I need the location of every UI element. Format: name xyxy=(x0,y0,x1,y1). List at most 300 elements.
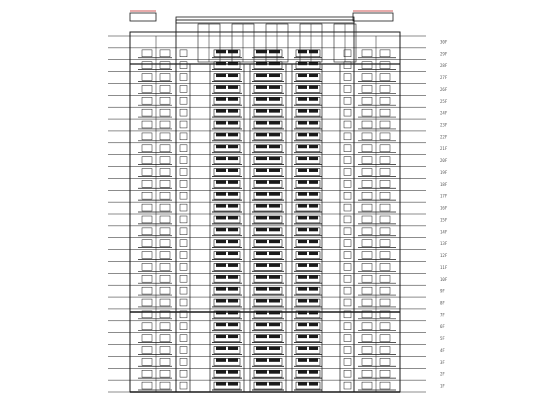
window-pane xyxy=(298,180,307,183)
window-pane xyxy=(309,169,318,172)
side-window xyxy=(180,109,187,116)
side-window xyxy=(180,370,187,377)
right-wing-window xyxy=(362,370,372,377)
window-pane xyxy=(309,358,318,361)
right-wing-window xyxy=(362,74,372,81)
left-wing-window xyxy=(160,335,170,342)
right-wing-window xyxy=(380,370,390,377)
window-pane xyxy=(309,252,318,255)
right-wing-window xyxy=(380,299,390,306)
window-pane xyxy=(256,157,267,160)
left-wing-window xyxy=(160,216,170,223)
window-pane xyxy=(256,287,267,290)
right-wing-window xyxy=(362,228,372,235)
side-window xyxy=(344,275,351,282)
right-wing-window xyxy=(380,85,390,92)
window-pane xyxy=(216,97,226,100)
right-wing-window xyxy=(380,204,390,211)
window-pane xyxy=(309,287,318,290)
left-wing-window xyxy=(142,109,152,116)
floor-level-label: 13F xyxy=(440,241,448,247)
window-pane xyxy=(269,145,280,148)
window-pane xyxy=(309,323,318,326)
window-pane xyxy=(216,358,226,361)
left-wing-window xyxy=(160,74,170,81)
right-parapet xyxy=(353,13,393,21)
window-pane xyxy=(228,121,238,124)
left-wing-window xyxy=(160,169,170,176)
window-pane xyxy=(298,287,307,290)
window-pane xyxy=(256,97,267,100)
side-window xyxy=(180,133,187,140)
right-wing-window xyxy=(362,50,372,57)
floor-level-label: 2F xyxy=(440,371,445,377)
floor-level-label: 25F xyxy=(440,98,448,104)
window-pane xyxy=(298,85,307,88)
left-wing-window xyxy=(142,370,152,377)
left-wing-window xyxy=(142,97,152,104)
left-wing-window xyxy=(142,382,152,389)
window-pane xyxy=(216,287,226,290)
window-pane xyxy=(269,228,280,231)
window-pane xyxy=(216,121,226,124)
window-pane xyxy=(309,121,318,124)
side-window xyxy=(180,50,187,57)
window-pane xyxy=(298,228,307,231)
left-wing-window xyxy=(142,252,152,259)
window-pane xyxy=(269,240,280,243)
window-pane xyxy=(269,252,280,255)
left-wing-window xyxy=(160,121,170,128)
right-wing-window xyxy=(380,275,390,282)
window-pane xyxy=(228,216,238,219)
window-pane xyxy=(216,192,226,195)
floor-level-label: 4F xyxy=(440,347,445,353)
window-pane xyxy=(269,133,280,136)
window-pane xyxy=(269,216,280,219)
right-wing-window xyxy=(362,192,372,199)
left-wing-window xyxy=(142,133,152,140)
right-wing-window xyxy=(362,85,372,92)
window-pane xyxy=(256,347,267,350)
window-pane xyxy=(256,382,267,385)
side-window xyxy=(344,382,351,389)
window-pane xyxy=(216,252,226,255)
left-wing-window xyxy=(142,240,152,247)
side-window xyxy=(344,62,351,69)
floor-level-label: 19F xyxy=(440,169,448,175)
floor-level-label: 8F xyxy=(440,300,445,306)
window-pane xyxy=(228,382,238,385)
right-wing-window xyxy=(362,347,372,354)
window-pane xyxy=(256,299,267,302)
right-wing-window xyxy=(380,263,390,270)
window-pane xyxy=(298,240,307,243)
window-pane xyxy=(216,157,226,160)
floor-level-lines xyxy=(108,36,426,392)
window-pane xyxy=(256,192,267,195)
right-wing-window xyxy=(362,169,372,176)
window-pane xyxy=(216,323,226,326)
right-wing-window xyxy=(362,133,372,140)
window-pane xyxy=(228,287,238,290)
floor-level-label: 24F xyxy=(440,110,448,116)
window-pane xyxy=(269,370,280,373)
window-pane xyxy=(298,216,307,219)
window-pane xyxy=(269,85,280,88)
window-pane xyxy=(309,157,318,160)
right-wing-window xyxy=(380,335,390,342)
left-wing-window xyxy=(142,62,152,69)
side-window xyxy=(180,216,187,223)
left-wing-window xyxy=(142,216,152,223)
side-window xyxy=(180,74,187,81)
window-pane xyxy=(228,97,238,100)
right-wing-window xyxy=(380,382,390,389)
window-pane xyxy=(298,335,307,338)
window-pane xyxy=(228,133,238,136)
side-window xyxy=(180,121,187,128)
left-wing-window xyxy=(142,347,152,354)
window-pane xyxy=(228,311,238,314)
window-pane xyxy=(228,62,238,65)
right-wing-window xyxy=(362,287,372,294)
side-window xyxy=(344,252,351,259)
window-pane xyxy=(309,74,318,77)
side-window xyxy=(344,97,351,104)
window-pane xyxy=(228,180,238,183)
window-pane xyxy=(216,50,226,53)
left-wing-window xyxy=(160,50,170,57)
right-wing-window xyxy=(362,97,372,104)
right-wing-window xyxy=(380,74,390,81)
window-pane xyxy=(256,204,267,207)
window-pane xyxy=(298,204,307,207)
right-wing-window xyxy=(380,347,390,354)
side-window xyxy=(180,157,187,164)
side-window xyxy=(344,121,351,128)
window-pane xyxy=(298,192,307,195)
right-wing-window xyxy=(362,323,372,330)
floor-level-label: 15F xyxy=(440,217,448,223)
left-wing-window xyxy=(160,240,170,247)
window-pane xyxy=(269,109,280,112)
window-pane xyxy=(269,311,280,314)
window-pane xyxy=(298,323,307,326)
right-wing-window xyxy=(362,240,372,247)
window-pane xyxy=(216,263,226,266)
window-pane xyxy=(256,252,267,255)
floor-level-label: 26F xyxy=(440,86,448,92)
window-pane xyxy=(298,145,307,148)
side-window xyxy=(344,287,351,294)
window-pane xyxy=(269,358,280,361)
side-window xyxy=(180,204,187,211)
window-pane xyxy=(298,109,307,112)
left-wing-window xyxy=(160,347,170,354)
left-wing-window xyxy=(142,192,152,199)
window-pane xyxy=(256,62,267,65)
window-pane xyxy=(216,169,226,172)
window-pane xyxy=(256,133,267,136)
window-pane xyxy=(216,382,226,385)
window-pane xyxy=(309,50,318,53)
right-wing-window xyxy=(380,121,390,128)
right-wing-window xyxy=(380,228,390,235)
right-wing-window xyxy=(380,240,390,247)
window-pane xyxy=(309,204,318,207)
window-pane xyxy=(256,145,267,148)
floor-level-label: 17F xyxy=(440,193,448,199)
window-pane xyxy=(216,204,226,207)
window-pane xyxy=(216,85,226,88)
window-pane xyxy=(269,263,280,266)
window-pane xyxy=(256,240,267,243)
side-window xyxy=(180,97,187,104)
floor-level-label: 28F xyxy=(440,63,448,69)
window-pane xyxy=(216,335,226,338)
window-pane xyxy=(228,275,238,278)
left-wing-window xyxy=(142,145,152,152)
window-pane xyxy=(228,358,238,361)
floor-level-label: 16F xyxy=(440,205,448,211)
floor-level-label: 12F xyxy=(440,253,448,259)
right-wing-window xyxy=(380,358,390,365)
window-pane xyxy=(256,311,267,314)
side-window xyxy=(180,169,187,176)
roof-parapet xyxy=(130,11,393,62)
left-wing-window xyxy=(160,180,170,187)
window-pane xyxy=(298,299,307,302)
window-pane xyxy=(256,74,267,77)
window-pane xyxy=(216,180,226,183)
window-pane xyxy=(298,370,307,373)
right-wing-window xyxy=(362,275,372,282)
window-pane xyxy=(228,228,238,231)
window-pane xyxy=(228,74,238,77)
floor-level-label: 27F xyxy=(440,75,448,81)
window-pane xyxy=(256,180,267,183)
left-wing-window xyxy=(160,85,170,92)
window-pane xyxy=(269,275,280,278)
window-pane xyxy=(216,311,226,314)
window-pane xyxy=(309,62,318,65)
window-pane xyxy=(256,85,267,88)
window-pane xyxy=(309,275,318,278)
window-pane xyxy=(269,204,280,207)
window-pane xyxy=(216,62,226,65)
window-pane xyxy=(216,299,226,302)
window-pane xyxy=(298,382,307,385)
side-window xyxy=(344,370,351,377)
window-pane xyxy=(309,347,318,350)
window-pane xyxy=(298,133,307,136)
side-window xyxy=(344,109,351,116)
left-wing-window xyxy=(142,228,152,235)
floor-level-label: 5F xyxy=(440,336,445,342)
left-wing-window xyxy=(160,133,170,140)
window-pane xyxy=(269,97,280,100)
right-wing-window xyxy=(362,252,372,259)
side-window xyxy=(344,323,351,330)
left-wing-window xyxy=(160,157,170,164)
right-wing-window xyxy=(362,121,372,128)
left-wing-window xyxy=(142,85,152,92)
side-window xyxy=(180,335,187,342)
window-pane xyxy=(269,121,280,124)
left-wing-window xyxy=(142,50,152,57)
side-window xyxy=(180,299,187,306)
left-wing-window xyxy=(142,74,152,81)
window-pane xyxy=(309,192,318,195)
window-pane xyxy=(228,347,238,350)
right-wing-window xyxy=(362,335,372,342)
window-pane xyxy=(309,299,318,302)
side-window xyxy=(344,335,351,342)
floor-level-label: 10F xyxy=(440,276,448,282)
window-pane xyxy=(309,145,318,148)
left-wing-window xyxy=(142,263,152,270)
window-pane xyxy=(298,121,307,124)
window-pane xyxy=(309,263,318,266)
side-window xyxy=(344,169,351,176)
side-window xyxy=(180,382,187,389)
window-pane xyxy=(228,50,238,53)
window-pane xyxy=(228,85,238,88)
side-window xyxy=(180,180,187,187)
window-pane xyxy=(269,157,280,160)
side-window xyxy=(180,275,187,282)
window-grid xyxy=(180,50,351,390)
floor-level-label: 20F xyxy=(440,158,448,164)
right-wing-window xyxy=(362,157,372,164)
window-pane xyxy=(269,74,280,77)
floor-level-label: 9F xyxy=(440,288,445,294)
left-wing-window xyxy=(160,192,170,199)
right-wing-window xyxy=(362,109,372,116)
side-window xyxy=(344,145,351,152)
left-wing-window xyxy=(160,97,170,104)
window-pane xyxy=(228,252,238,255)
window-pane xyxy=(216,74,226,77)
window-pane xyxy=(256,228,267,231)
window-pane xyxy=(309,216,318,219)
window-pane xyxy=(309,228,318,231)
window-pane xyxy=(298,263,307,266)
floor-level-label: 23F xyxy=(440,122,448,128)
left-wing-window xyxy=(160,382,170,389)
right-wing-window xyxy=(362,204,372,211)
window-pane xyxy=(298,97,307,100)
window-pane xyxy=(309,85,318,88)
right-wing-window xyxy=(380,145,390,152)
floor-level-label: 22F xyxy=(440,134,448,140)
side-window xyxy=(344,157,351,164)
window-pane xyxy=(216,228,226,231)
window-pane xyxy=(216,109,226,112)
window-pane xyxy=(256,370,267,373)
left-wing-window xyxy=(160,252,170,259)
left-wing-window xyxy=(142,180,152,187)
window-pane xyxy=(269,50,280,53)
left-parapet xyxy=(130,13,156,21)
side-window xyxy=(344,133,351,140)
window-pane xyxy=(309,370,318,373)
window-pane xyxy=(216,347,226,350)
right-wing-window xyxy=(380,133,390,140)
window-pane xyxy=(269,335,280,338)
window-pane xyxy=(256,216,267,219)
window-pane xyxy=(269,287,280,290)
left-wing-window xyxy=(160,263,170,270)
left-wing-window xyxy=(142,287,152,294)
left-wing-window xyxy=(142,358,152,365)
side-window xyxy=(180,62,187,69)
side-window xyxy=(180,228,187,235)
side-window xyxy=(344,228,351,235)
window-pane xyxy=(228,263,238,266)
right-wing-window xyxy=(380,50,390,57)
right-wing-window xyxy=(362,180,372,187)
window-pane xyxy=(216,133,226,136)
window-pane xyxy=(269,347,280,350)
window-pane xyxy=(309,109,318,112)
window-pane xyxy=(228,323,238,326)
window-pane xyxy=(228,109,238,112)
window-pane xyxy=(269,382,280,385)
right-wing-window xyxy=(362,62,372,69)
left-wing-window xyxy=(142,299,152,306)
left-wing-window xyxy=(160,228,170,235)
left-wing-window xyxy=(160,62,170,69)
side-window xyxy=(344,74,351,81)
window-pane xyxy=(228,192,238,195)
window-pane xyxy=(298,275,307,278)
side-window xyxy=(180,252,187,259)
window-pane xyxy=(298,252,307,255)
right-wing-window xyxy=(362,216,372,223)
window-pane xyxy=(309,240,318,243)
floor-level-labels xyxy=(440,39,448,388)
floor-level-label: 3F xyxy=(440,359,445,365)
left-wing-window xyxy=(160,275,170,282)
left-wing-window xyxy=(142,204,152,211)
left-wing-window xyxy=(160,287,170,294)
left-wing-window xyxy=(142,335,152,342)
window-pane xyxy=(228,240,238,243)
side-window xyxy=(344,347,351,354)
window-pane xyxy=(228,370,238,373)
side-window xyxy=(180,347,187,354)
window-pane xyxy=(256,335,267,338)
window-pane xyxy=(256,263,267,266)
window-pane xyxy=(228,157,238,160)
right-wing-window xyxy=(362,358,372,365)
window-pane xyxy=(298,62,307,65)
right-wing-window xyxy=(380,180,390,187)
window-pane xyxy=(269,180,280,183)
window-pane xyxy=(256,109,267,112)
window-pane xyxy=(309,335,318,338)
window-pane xyxy=(269,299,280,302)
window-pane xyxy=(298,358,307,361)
right-wing-window xyxy=(380,252,390,259)
right-wing-window xyxy=(380,323,390,330)
window-pane xyxy=(256,169,267,172)
floor-level-label: 6F xyxy=(440,324,445,330)
side-window xyxy=(180,287,187,294)
floor-level-label: 11F xyxy=(440,264,448,270)
